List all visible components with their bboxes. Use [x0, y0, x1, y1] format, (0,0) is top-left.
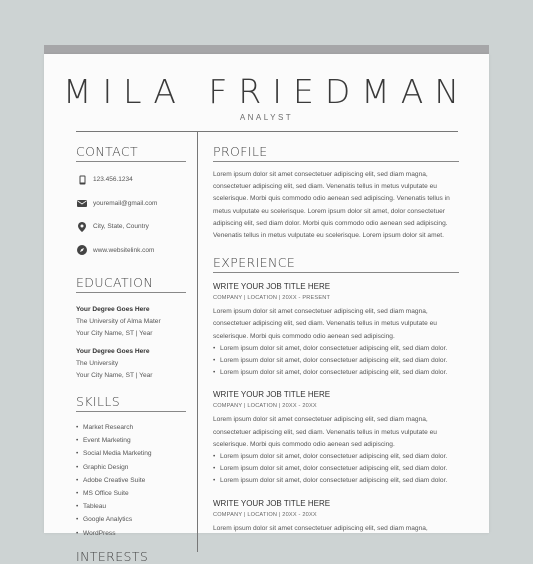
contact-email-text[interactable]: youremail@gmail.com — [93, 199, 158, 207]
job-title: WRITE YOUR JOB TITLE HERE — [213, 390, 331, 400]
profile-text: Lorem ipsum dolor sit amet consectetuer adipiscing elit, sed diam magna, consectetuer adipiscing elit, sed diam. Venenatis tellus in metus vulputate eu scelerisque. Morbi quis commodo odio aenean sed adipiscing. Venenatis tellus in metus vulputate eu scelerisque. Lorem ipsum dolor sit amet, dolor consectetuer adipiscing elit, sed diam dolor. Morbi quis commodo odio aenean sed adipiscing. Venenatis tellus in metus vulputate eu scelerisque. Lorem ipsum dolor sit amet. — [213, 171, 450, 240]
experience-heading: EXPERIENCE — [213, 255, 296, 271]
interests-section — [76, 549, 186, 564]
left-column — [76, 144, 186, 564]
compass-icon — [76, 244, 88, 256]
job-bullet: • Lorem ipsum dolor sit amet, dolor consectetuer adipiscing elit, sed diam dolor. — [213, 355, 459, 367]
education-section — [76, 275, 186, 382]
experience-rule — [213, 272, 459, 273]
right-column — [213, 144, 459, 535]
job-meta: COMPANY | LOCATION | 20XX - PRESENT — [213, 295, 331, 302]
contact-website-text[interactable]: www.websitelink.com — [93, 246, 155, 254]
skills-rule — [76, 411, 186, 412]
location-pin-icon — [76, 221, 88, 233]
skill-item: • Market Research — [76, 421, 186, 434]
skills-heading: SKILLS — [76, 394, 121, 409]
profile-rule — [213, 161, 459, 162]
contact-rule — [76, 161, 186, 162]
contact-phone — [76, 173, 186, 186]
job-entry — [213, 498, 459, 535]
column-divider — [197, 132, 198, 552]
education-rule — [76, 292, 186, 293]
contact-location-text: City, State, Country — [93, 223, 149, 230]
job-title: WRITE YOUR JOB TITLE HERE — [213, 282, 331, 292]
education-location: Your City Name, ST | Year — [76, 330, 153, 337]
candidate-title: ANALYST — [239, 113, 294, 122]
education-location: Your City Name, ST | Year — [76, 372, 153, 379]
job-description: Lorem ipsum dolor sit amet consectetuer adipiscing elit, sed diam magna, — [213, 524, 428, 532]
education-degree: Your Degree Goes Here — [76, 348, 150, 355]
skill-item: • Graphic Design — [76, 461, 186, 474]
job-bullet: • Lorem ipsum dolor sit amet, dolor consectetuer adipiscing elit, sed diam dolor. — [213, 463, 459, 475]
education-entry — [76, 304, 186, 340]
skill-item: • Tableau — [76, 500, 186, 513]
education-degree: Your Degree Goes Here — [76, 306, 150, 313]
skill-item: • Event Marketing — [76, 434, 186, 447]
profile-section — [213, 144, 459, 242]
job-bullet: • Lorem ipsum dolor sit amet, dolor consectetuer adipiscing elit, sed diam dolor. — [213, 451, 459, 463]
job-title: WRITE YOUR JOB TITLE HERE — [213, 498, 331, 508]
experience-section — [213, 255, 459, 535]
education-heading: EDUCATION — [76, 275, 154, 290]
job-bullet: • Lorem ipsum dolor sit amet, dolor consectetuer adipiscing elit, sed diam dolor. — [213, 343, 459, 355]
profile-heading: PROFILE — [213, 144, 268, 159]
contact-email — [76, 197, 186, 210]
job-entry — [213, 281, 459, 379]
skill-item: • WordPress — [76, 527, 186, 540]
education-entry — [76, 346, 186, 382]
education-school: The University of Alma Mater — [76, 318, 161, 325]
email-icon — [76, 197, 88, 209]
job-description: Lorem ipsum dolor sit amet consectetuer adipiscing elit, sed diam magna, consectetuer adipiscing elit, sed diam. Venenatis tellus in metus vulputate eu scelerisque. Morbi quis commodo odio aenean sed adipiscing. — [213, 416, 437, 448]
contact-phone-text: 123.456.1234 — [93, 176, 133, 183]
skill-item: • Adobe Creative Suite — [76, 474, 186, 487]
header-divider — [76, 131, 458, 132]
skill-item: • Google Analytics — [76, 513, 186, 526]
job-meta: COMPANY | LOCATION | 20XX - 20XX — [213, 511, 317, 518]
job-bullet: • Lorem ipsum dolor sit amet, dolor consectetuer adipiscing elit, sed diam dolor. — [213, 475, 459, 487]
contact-heading: CONTACT — [76, 144, 139, 159]
resume-page — [44, 54, 489, 564]
job-entry — [213, 389, 459, 487]
contact-section — [76, 144, 186, 257]
contact-website — [76, 244, 186, 257]
job-meta: COMPANY | LOCATION | 20XX - 20XX — [213, 403, 317, 410]
job-bullet: • Lorem ipsum dolor sit amet, dolor consectetuer adipiscing elit, sed diam dolor. — [213, 367, 459, 379]
skill-item: • Social Media Marketing — [76, 447, 186, 460]
candidate-name: MILA FRIEDMAN — [62, 72, 471, 111]
skills-section — [76, 394, 186, 540]
interests-heading: INTERESTS — [76, 548, 149, 564]
education-school: The University — [76, 360, 119, 367]
phone-icon — [76, 174, 88, 186]
job-description: Lorem ipsum dolor sit amet consectetuer adipiscing elit, sed diam magna, consectetuer adipiscing elit, sed diam. Venenatis tellus in metus vulputate eu scelerisque. Morbi quis commodo odio aenean sed adipiscing. — [213, 308, 437, 340]
skill-item: • MS Office Suite — [76, 487, 186, 500]
contact-location — [76, 220, 186, 233]
